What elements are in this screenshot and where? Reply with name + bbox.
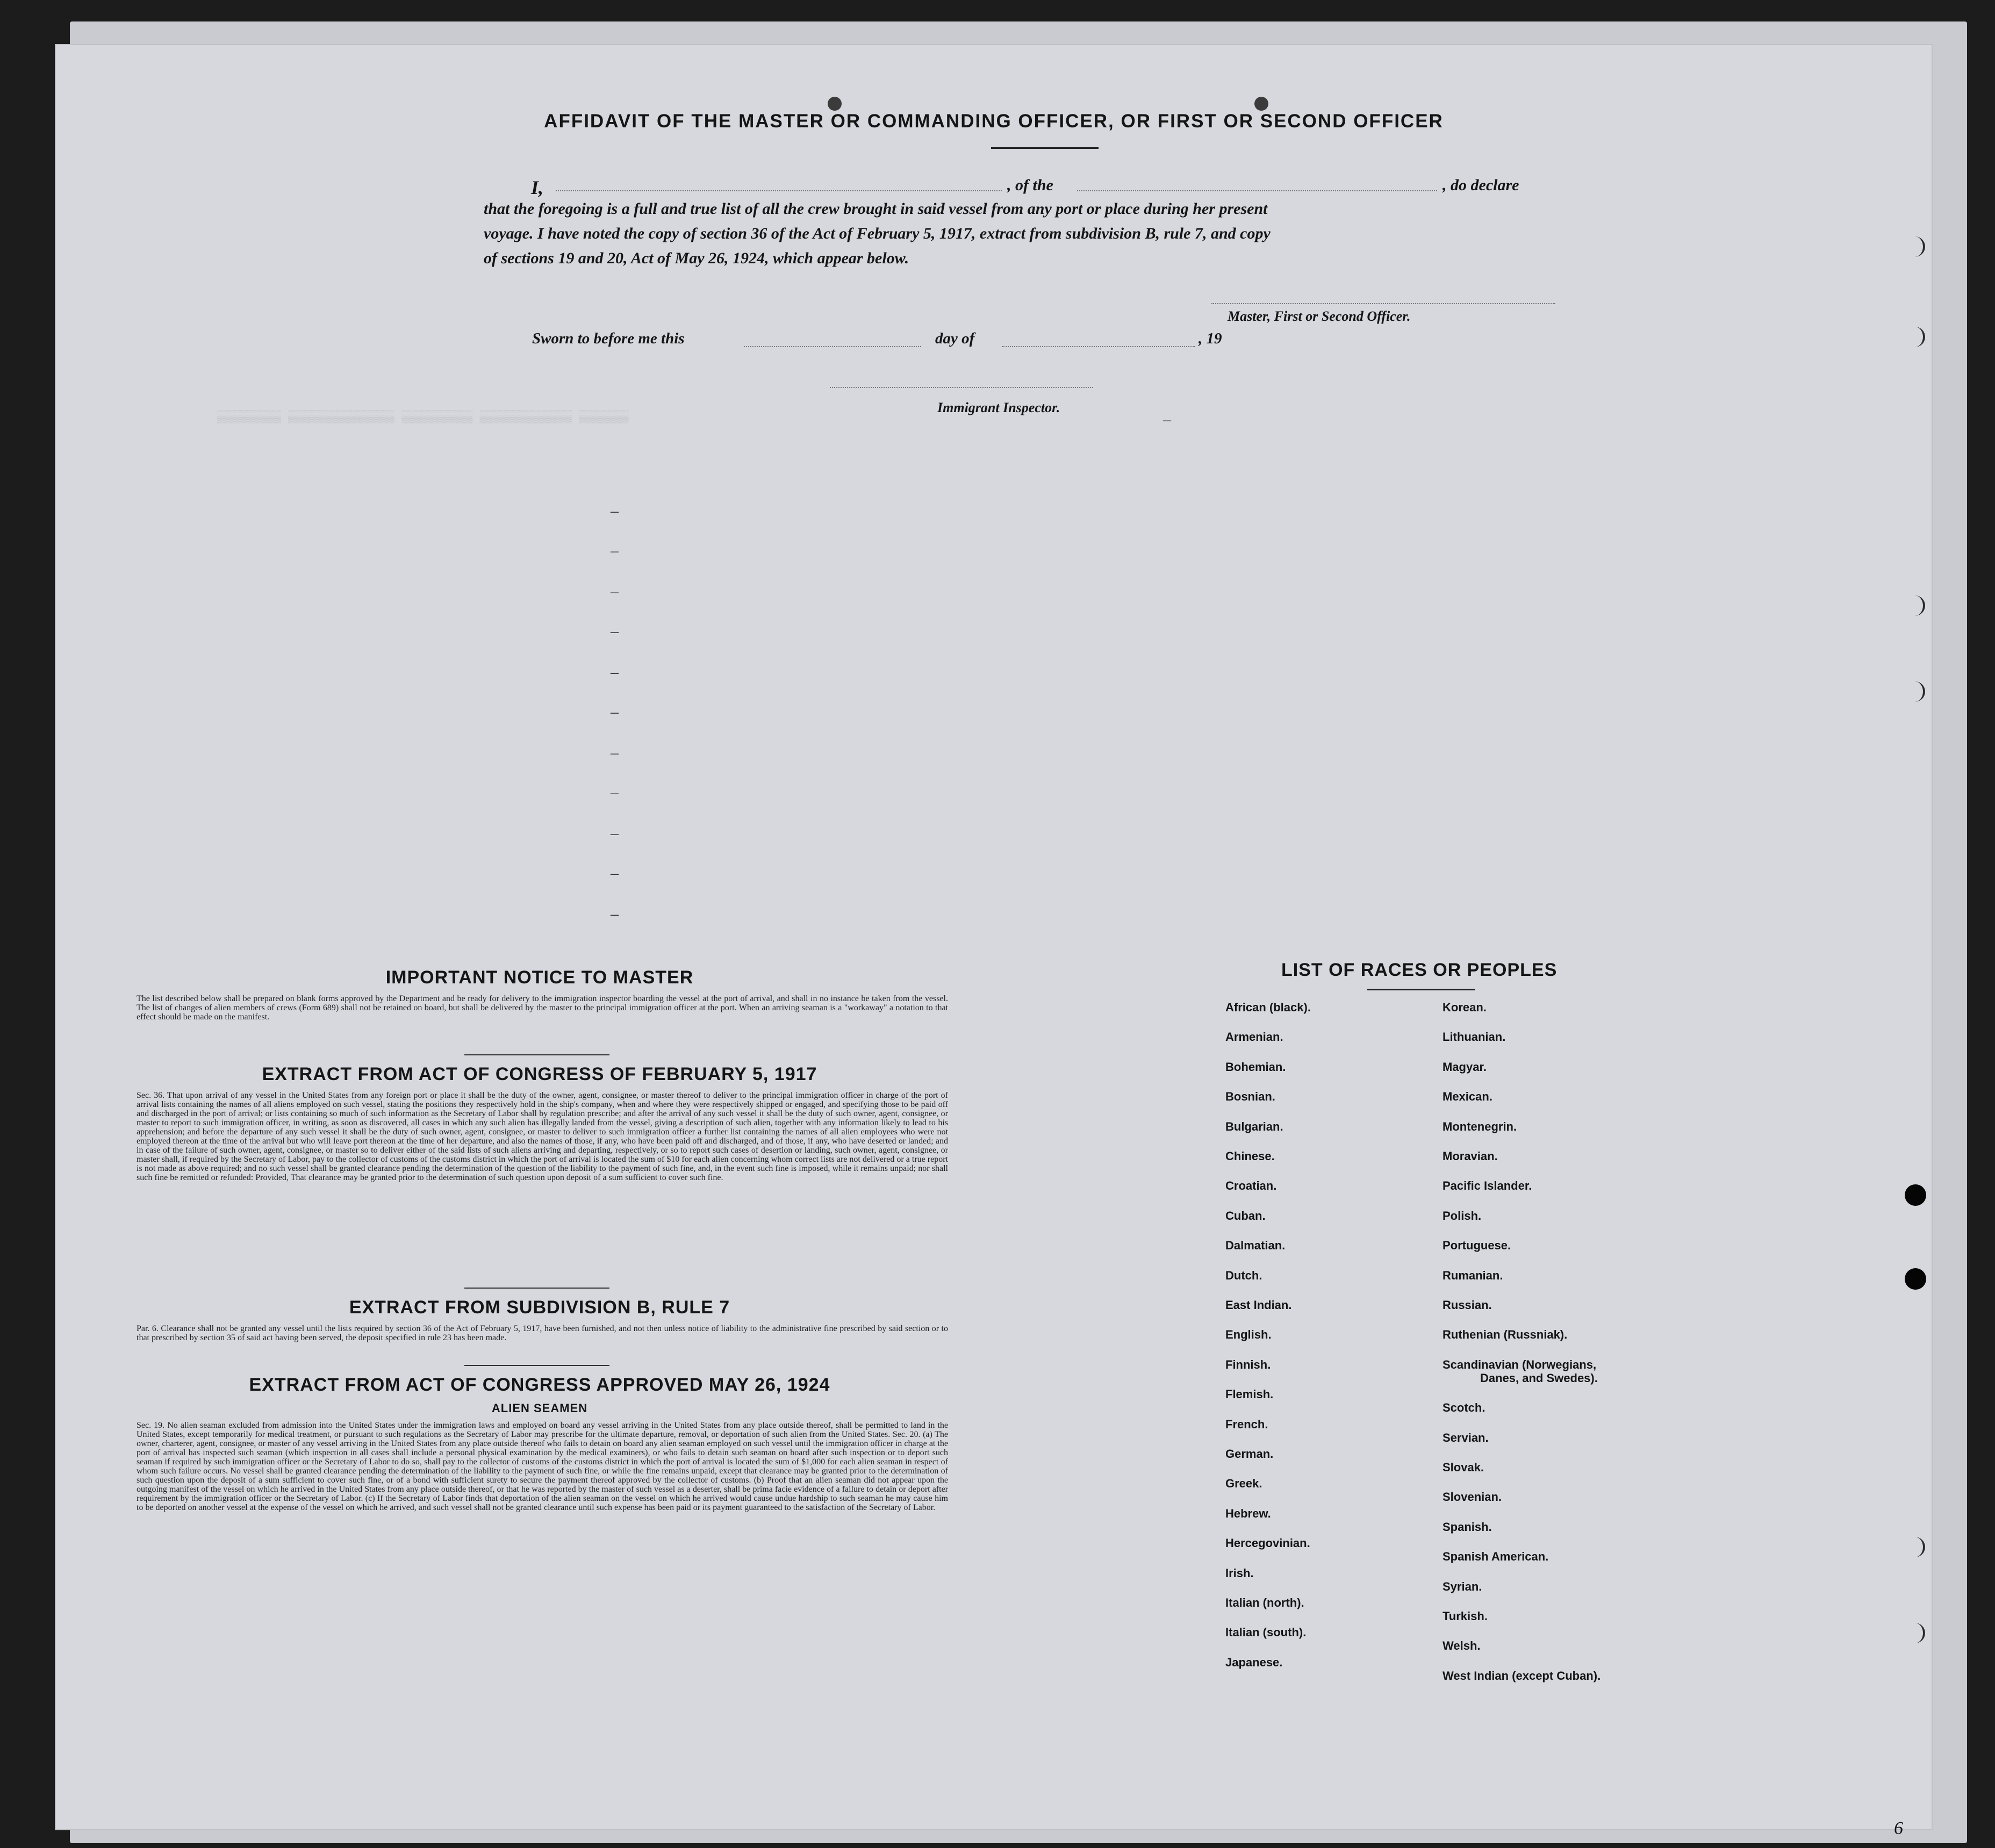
inspector-signature-line[interactable] xyxy=(830,387,1093,388)
race-right-item: Scotch. xyxy=(1443,1401,1486,1415)
affidavit-line-2: voyage. I have noted the copy of section 36 of the Act of February 5, 1917, extract from subdivision B, rule 7, and copy xyxy=(484,225,1271,242)
race-left-item: French. xyxy=(1225,1417,1268,1431)
binder-hole xyxy=(1905,1268,1926,1290)
extract-rule7-text: Par. 6. Clearance shall not be granted any vessel until the lists required by section 36 of the Act of February 5, 1917, have been furnished, and not then unless notice of liability to the administrative fine prescribed by said section or to that prescribed by section 35 of said act having been served, the deposit specified in rule 23 has been made. xyxy=(137,1324,948,1342)
extract-1917-title: EXTRACT FROM ACT OF CONGRESS OF FEBRUARY 5, 1917 xyxy=(262,1064,817,1084)
dash-mark: – xyxy=(1163,411,1171,428)
race-left-item: Italian (south). xyxy=(1225,1626,1307,1640)
race-left-item: Flemish. xyxy=(1225,1387,1274,1401)
race-right-item: Syrian. xyxy=(1443,1579,1482,1593)
divider xyxy=(464,1054,609,1055)
master-signature-line[interactable] xyxy=(1211,303,1555,304)
race-right-item: Lithuanian. xyxy=(1443,1030,1506,1044)
race-left-item: Croatian. xyxy=(1225,1179,1277,1193)
race-left-item: Japanese. xyxy=(1225,1655,1283,1669)
sworn-month-line[interactable] xyxy=(1002,346,1195,347)
extract-1924-title: EXTRACT FROM ACT OF CONGRESS APPROVED MAY 26, 1924 xyxy=(249,1375,830,1395)
race-left-item: Hercegovinian. xyxy=(1225,1536,1310,1550)
race-left-item: Dutch. xyxy=(1225,1268,1262,1282)
sworn-label: Sworn to before me this xyxy=(532,330,685,347)
divider xyxy=(464,1288,609,1289)
dash-mark: – xyxy=(611,744,619,761)
binder-hole xyxy=(1905,327,1925,347)
bleed-through-text: ▒▒▒▒▒▒▒▒▒ ▒▒▒▒▒▒▒▒▒▒▒▒▒▒▒ ▒▒▒▒▒▒▒▒▒▒ ▒▒▒▒▒▒▒▒▒▒▒▒▒ ▒▒▒▒▒▒▒ xyxy=(217,411,629,424)
extract-1924-subtitle: ALIEN SEAMEN xyxy=(491,1401,588,1415)
race-right-item: Danes, and Swedes). xyxy=(1480,1371,1598,1385)
extract-1917-text: Sec. 36. That upon arrival of any vessel in the United States from any foreign port or place it shall be the duty of the owner, agent, consignee, or master thereof to deliver to the principal immigration officer in charge of the port of arrival lists containing the names of all aliens employed on such vessel, stating the positions they respectively hold in the ship's company, when and where they were respectively shipped or engaged, and specifying those to be paid off and discharged in the port of arrival; or lists containing so much of such information as the Secretary of Labor shall by regulation prescribe; and after the arrival of any such vessel it shall be the duty of such owner, agent, consignee, or master to report to such immigration officer, in writing, as soon as discovered, all cases in which any such alien has illegally landed from the vessel, giving a description of such alien, together with any information likely to lead to his apprehension; and before the departure of any such vessel it shall be the duty of such owner, agent, consignee, or master to deliver to such immigration officer a further list containing the names of all alien employees who were not employed thereon at the time of the arrival but who will leave port thereon at the time of her departure, and also the names of those, if any, who have been paid off and discharged, and of those, if any, who have deserted or landed; and in case of the failure of such owner, agent, consignee, or master so to deliver either of the said lists of such aliens arriving and departing, respectively, or so to report such cases of desertion or landing, such owner, agent, consignee, or master shall, if required by the Secretary of Labor, pay to the collector of customs of the customs district in which the port of arrival is located the sum of $10 for each alien concerning whom correct lists are not delivered or a true report is not made as above required; and no such vessel shall be granted clearance pending the determination of the question of the liability to the payment of such fine, and, in the event such fine is imposed, while it remains unpaid; nor shall such fine be remitted or refunded: Provided, That clearance may be granted prior to the determination of such question upon deposit of a sum sufficient to cover such fine. xyxy=(137,1091,948,1182)
binder-hole xyxy=(1905,1623,1925,1643)
title-underline xyxy=(991,147,1099,149)
dash-mark: – xyxy=(611,824,619,842)
dash-mark: – xyxy=(611,783,619,801)
race-left-item: English. xyxy=(1225,1328,1272,1342)
affidavit-of-the: , of the xyxy=(1007,176,1053,194)
dash-mark: – xyxy=(611,905,619,923)
race-right-item: Mexican. xyxy=(1443,1090,1492,1104)
race-left-item: Chinese. xyxy=(1225,1149,1275,1163)
race-right-item: Korean. xyxy=(1443,1001,1487,1014)
race-left-item: Dalmatian. xyxy=(1225,1239,1286,1253)
race-right-item: Spanish. xyxy=(1443,1520,1492,1534)
punch-mark xyxy=(1254,97,1268,111)
dash-mark: – xyxy=(611,864,619,882)
race-right-item: Russian. xyxy=(1443,1298,1492,1312)
extract-rule7-title: EXTRACT FROM SUBDIVISION B, RULE 7 xyxy=(349,1297,730,1318)
binder-hole xyxy=(1905,236,1925,257)
binder-hole xyxy=(1905,681,1925,702)
dash-mark: – xyxy=(611,502,619,520)
race-left-item: East Indian. xyxy=(1225,1298,1292,1312)
affidavit-line-1: that the foregoing is a full and true list of all the crew brought in said vessel from any port or place during her present xyxy=(484,200,1268,218)
race-right-item: Ruthenian (Russniak). xyxy=(1443,1328,1568,1342)
race-left-item: Italian (north). xyxy=(1225,1596,1304,1609)
race-right-item: Slovenian. xyxy=(1443,1490,1502,1504)
dash-mark: – xyxy=(611,703,619,721)
race-left-item: Bohemian. xyxy=(1225,1060,1286,1074)
race-right-item: Welsh. xyxy=(1443,1639,1481,1653)
sworn-day-line[interactable] xyxy=(744,346,921,347)
binder-hole xyxy=(1905,1184,1926,1206)
race-right-item: Polish. xyxy=(1443,1209,1482,1223)
race-right-item: Servian. xyxy=(1443,1430,1489,1444)
race-right-item: Rumanian. xyxy=(1443,1268,1503,1282)
dash-mark: – xyxy=(611,663,619,681)
page-number: 6 xyxy=(1894,1818,1903,1838)
race-right-item: Montenegrin. xyxy=(1443,1119,1517,1133)
binder-hole xyxy=(1905,595,1925,616)
race-right-item: Turkish. xyxy=(1443,1609,1488,1623)
master-label: Master, First or Second Officer. xyxy=(1228,308,1411,324)
notice-title: IMPORTANT NOTICE TO MASTER xyxy=(385,967,694,988)
race-left-item: Bosnian. xyxy=(1225,1090,1275,1104)
race-right-item: Pacific Islander. xyxy=(1443,1179,1532,1193)
race-left-item: Irish. xyxy=(1225,1566,1254,1580)
divider xyxy=(464,1365,609,1366)
extract-1924-text: Sec. 19. No alien seaman excluded from admission into the United States under the immigration laws and employed on board any vessel arriving in the United States from any place outside thereof, shall be permitted to land in the United States, except temporarily for medical treatment, or pursuant to such regulations as the Secretary of Labor may prescribe for the ultimate departure, removal, or deportation of such alien from the United States. Sec. 20. (a) The owner, charterer, agent, consignee, or master of any vessel arriving in the United States from any place outside thereof who fails to detain on board any alien seaman employed on such vessel until the immigration officer in charge at the port of arrival has inspected such seaman (which inspection in all cases shall include a personal physical examination by the medical examiners), or who fails to detain such seaman on board after such inspection or to deport such seaman if required by such immigration officer or the Secretary of Labor to do so, shall pay to the collector of customs of the customs district in which the port of arrival is located the sum of $1,000 for each alien seaman in respect of whom such failure occurs. No vessel shall be granted clearance pending the determination of the liability to the payment of such fine, or while the fine remains unpaid, except that clearance may be granted prior to the determination of such question upon the deposit of a sum sufficient to cover such fine, or of a bond with sufficient surety to secure the payment thereof approved by the collector of customs. (b) Proof that an alien seaman did not appear upon the outgoing manifest of the vessel on which he arrived in the United States from any place outside thereof, or that he was reported by the master of such vessel as a deserter, shall be prima facie evidence of a failure to detain or deport after requirement by the immigration officer or the Secretary of Labor. (c) If the Secretary of Labor finds that deportation of the alien seaman on the vessel on which he arrived would cause undue hardship to such seaman he may cause him to be deported on another vessel at the expense of the vessel on which he arrived, and such vessel shall not be granted clearance until such expense has been paid or its payment guaranteed to the satisfaction of the Secretary of Labor. xyxy=(137,1421,948,1512)
race-left-item: African (black). xyxy=(1225,1001,1311,1014)
race-left-item: Cuban. xyxy=(1225,1209,1266,1223)
year-label: , 19 xyxy=(1199,330,1222,347)
race-left-item: Bulgarian. xyxy=(1225,1119,1283,1133)
race-right-item: West Indian (except Cuban). xyxy=(1443,1669,1601,1682)
dash-mark: – xyxy=(611,622,619,640)
document-page xyxy=(56,45,1932,1838)
dash-mark: – xyxy=(611,542,619,559)
races-title-underline xyxy=(1367,989,1475,990)
vessel-blank-line[interactable] xyxy=(1077,190,1437,191)
race-right-item: Moravian. xyxy=(1443,1149,1498,1163)
inspector-label: Immigrant Inspector. xyxy=(937,400,1060,415)
binder-hole xyxy=(1905,1537,1925,1557)
affidavit-title: AFFIDAVIT OF THE MASTER OR COMMANDING OFFICER, OR FIRST OR SECOND OFFICER xyxy=(544,111,1444,132)
race-right-item: Scandinavian (Norwegians, xyxy=(1443,1357,1597,1371)
race-right-item: Magyar. xyxy=(1443,1060,1487,1074)
race-left-item: Hebrew. xyxy=(1225,1506,1271,1520)
race-right-item: Portuguese. xyxy=(1443,1239,1511,1253)
races-title: LIST OF RACES OR PEOPLES xyxy=(1281,960,1558,980)
race-right-item: Spanish American. xyxy=(1443,1550,1549,1564)
name-blank-line[interactable] xyxy=(556,190,1002,191)
dash-mark: – xyxy=(611,583,619,600)
race-left-item: Greek. xyxy=(1225,1477,1262,1491)
affidavit-line-3: of sections 19 and 20, Act of May 26, 1924, which appear below. xyxy=(484,249,909,267)
race-left-item: Finnish. xyxy=(1225,1357,1271,1371)
race-left-item: Armenian. xyxy=(1225,1030,1283,1044)
affidavit-i-label: I, xyxy=(531,177,544,198)
affidavit-do-declare: , do declare xyxy=(1443,176,1519,194)
race-left-item: German. xyxy=(1225,1447,1274,1461)
day-of-label: day of xyxy=(935,330,975,347)
punch-mark xyxy=(828,97,842,111)
notice-text: The list described below shall be prepared on blank forms approved by the Department and be ready for delivery to the immigration inspector boarding the vessel at the port of arrival, and shall in no instance be taken from the vessel. The list of changes of alien members of crews (Form 689) shall not be retained on board, but shall be delivered by the master to the principal immigration officer at the port. When an arriving seaman is a "workaway" a notation to that effect should be made on the manifest. xyxy=(137,994,948,1022)
race-right-item: Slovak. xyxy=(1443,1460,1484,1474)
